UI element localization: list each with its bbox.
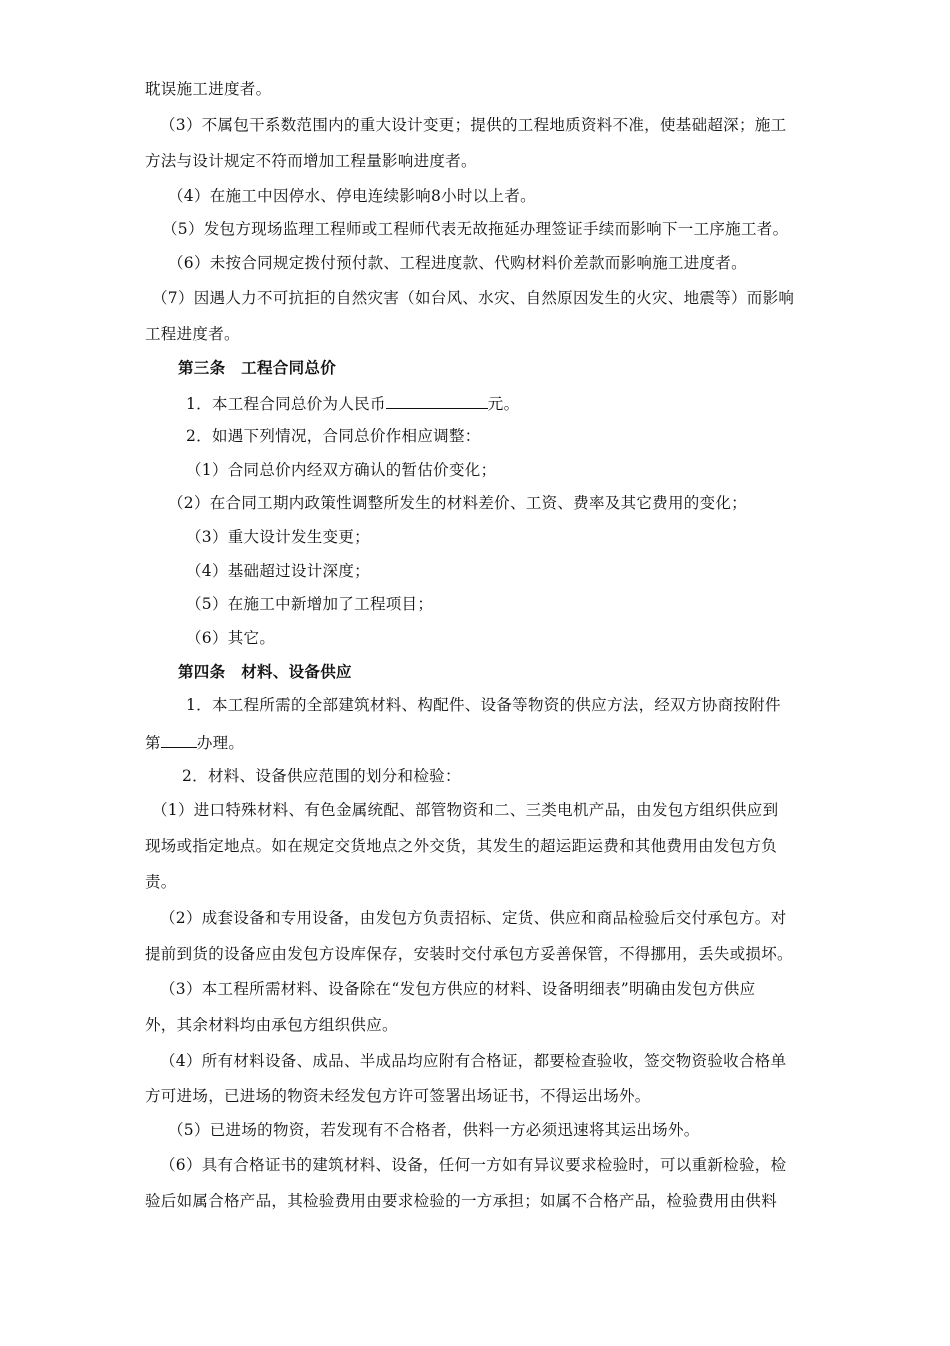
paragraph-line: （4）所有材料设备、成品、半成品均应附有合格证，都要检查验收，签交物资验收合格单 xyxy=(160,1052,787,1070)
paragraph-line: （6）未按合同规定拨付预付款、工程进度款、代购材料价差款而影响施工进度者。 xyxy=(168,254,747,272)
paragraph-line: （2）在合同工期内政策性调整所发生的材料差价、工资、费率及其它费用的变化； xyxy=(168,494,747,512)
total-price-line xyxy=(186,393,519,414)
annex-number-blank xyxy=(161,732,197,748)
total-price-label: 1．本工程合同总价为人民币 xyxy=(186,395,386,413)
paragraph-line: （5）发包方现场监理工程师或工程师代表无故拖延办理签证手续而影响下一工序施工者。 xyxy=(162,220,789,238)
paragraph-line: （3）重大设计发生变更； xyxy=(186,528,370,546)
paragraph-line: 外，其余材料均由承包方组织供应。 xyxy=(145,1016,398,1034)
paragraph-line: （7）因遇人力不可抗拒的自然灾害（如台风、水灾、自然原因发生的火灾、地震等）而影响 xyxy=(152,289,795,307)
paragraph-line: （4）在施工中因停水、停电连续影响8小时以上者。 xyxy=(168,187,536,205)
paragraph-line: 方可进场，已进场的物资未经发包方许可签署出场证书，不得运出场外。 xyxy=(145,1087,651,1105)
annex-suffix: 办理。 xyxy=(196,734,245,752)
paragraph-line: （3）不属包干系数范围内的重大设计变更；提供的工程地质资料不准，使基础超深；施工 xyxy=(160,116,787,134)
paragraph-line: （2）成套设备和专用设备，由发包方负责招标、定货、供应和商品检验后交付承包方。对 xyxy=(160,909,787,927)
annex-prefix: 第 xyxy=(145,734,161,752)
paragraph-line: （4）基础超过设计深度； xyxy=(186,562,370,580)
paragraph-line: （1）进口特殊材料、有色金属统配、部管物资和二、三类电机产品，由发包方组织供应到 xyxy=(152,801,779,819)
paragraph-line: 工程进度者。 xyxy=(145,325,240,343)
paragraph-line: 验后如属合格产品，其检验费用由要求检验的一方承担；如属不合格产品，检验费用由供料 xyxy=(145,1192,778,1210)
annex-line xyxy=(145,732,244,753)
paragraph-line: 责。 xyxy=(145,873,177,891)
paragraph-line: （6）具有合格证书的建筑材料、设备，任何一方如有异议要求检验时，可以重新检验，检 xyxy=(160,1156,787,1174)
section-heading: 第四条 材料、设备供应 xyxy=(178,662,352,681)
paragraph-line: 耽误施工进度者。 xyxy=(145,80,272,98)
section-heading: 第三条 工程合同总价 xyxy=(178,358,337,377)
paragraph-line: 1．本工程所需的全部建筑材料、构配件、设备等物资的供应方法，经双方协商按附件 xyxy=(186,696,781,714)
paragraph-line: 方法与设计规定不符而增加工程量影响进度者。 xyxy=(145,152,477,170)
paragraph-line: 2．材料、设备供应范围的划分和检验： xyxy=(182,767,461,785)
paragraph-line: 提前到货的设备应由发包方设库保存，安装时交付承包方妥善保管，不得挪用，丢失或损坏。 xyxy=(145,945,793,963)
total-price-unit: 元。 xyxy=(487,395,520,413)
paragraph-line: （5）在施工中新增加了工程项目； xyxy=(186,595,434,613)
paragraph-line: （6）其它。 xyxy=(186,629,276,647)
paragraph-line: （1）合同总价内经双方确认的暂估价变化； xyxy=(186,461,497,479)
paragraph-line: （5）已进场的物资，若发现有不合格者，供料一方必须迅速将其运出场外。 xyxy=(168,1121,700,1139)
paragraph-line: （3）本工程所需材料、设备除在“发包方供应的材料、设备明细表”明确由发包方供应 xyxy=(160,980,756,998)
paragraph-line: 现场或指定地点。如在规定交货地点之外交货，其发生的超运距运费和其他费用由发包方负 xyxy=(145,837,778,855)
amount-blank xyxy=(386,393,488,409)
paragraph-line: 2．如遇下列情况，合同总价作相应调整： xyxy=(186,427,481,445)
